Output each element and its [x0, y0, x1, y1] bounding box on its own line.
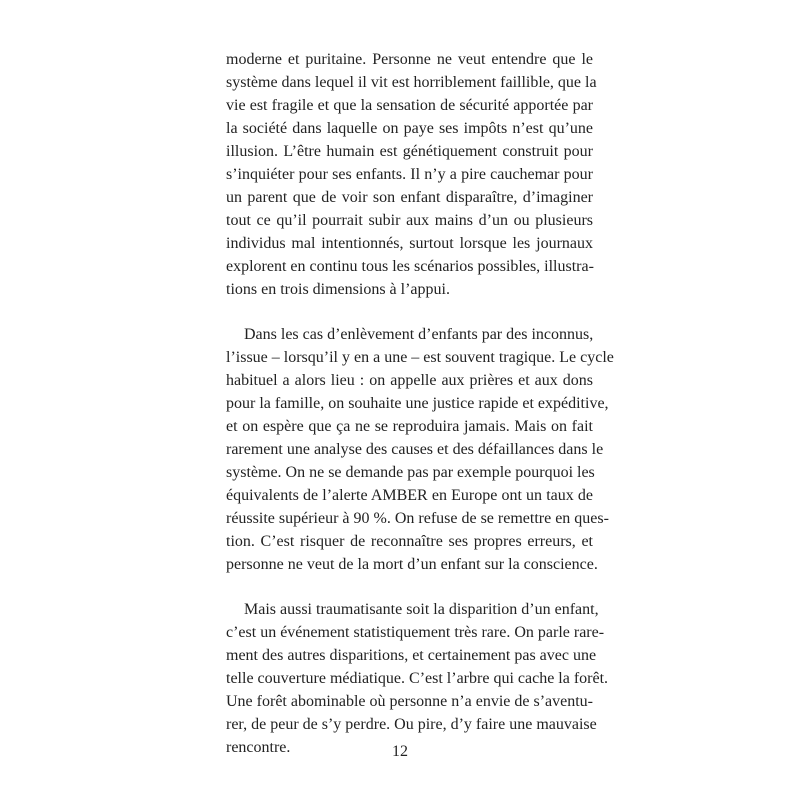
- text-line: c’est un événement statistiquement très rare. On parle rare-: [226, 624, 605, 641]
- text-line: système dans lequel il vit est horriblement faillible, que la: [226, 74, 597, 91]
- text-line: équivalents de l’alerte AMBER en Europe ont un taux de: [226, 487, 593, 504]
- text-line: un parent que de voir son enfant disparaître, d’imaginer: [226, 189, 593, 206]
- text-line: telle couverture médiatique. C’est l’arbre qui cache la forêt.: [226, 670, 609, 687]
- text-line: individus mal intentionnés, surtout lorsque les journaux: [226, 235, 593, 252]
- text-line: réussite supérieur à 90 %. On refuse de se remettre en ques-: [226, 510, 609, 527]
- text-line: rencontre.: [226, 739, 291, 756]
- text-line: Une forêt abominable où personne n’a envie de s’aventu-: [226, 693, 593, 710]
- paragraph-spacer: [226, 301, 593, 323]
- text-line: Mais aussi traumatisante soit la disparition d’un enfant,: [244, 601, 599, 618]
- text-line: tions en trois dimensions à l’appui.: [226, 281, 450, 298]
- text-line: pour la famille, on souhaite une justice rapide et expéditive,: [226, 395, 609, 412]
- paragraph-3: [226, 598, 609, 759]
- paragraph-1: [226, 48, 597, 301]
- text-line: vie est fragile et que la sensation de sécurité apportée par: [226, 97, 593, 114]
- text-line: rarement une analyse des causes et des défaillances dans le: [226, 441, 604, 458]
- text-line: explorent en continu tous les scénarios possibles, illustra-: [226, 258, 594, 275]
- text-line: rer, de peur de s’y perdre. Ou pire, d’y faire une mauvaise: [226, 716, 597, 733]
- text-line: ment des autres disparitions, et certainement pas avec une: [226, 647, 597, 664]
- text-line: et on espère que ça ne se reproduira jamais. Mais on fait: [226, 418, 593, 435]
- paragraph-spacer: [226, 576, 593, 598]
- text-line: s’inquiéter pour ses enfants. Il n’y a pire cauchemar pour: [226, 166, 593, 183]
- text-line: l’issue – lorsqu’il y en a une – est souvent tragique. Le cycle: [226, 349, 614, 366]
- text-line: habituel a alors lieu : on appelle aux prières et aux dons: [226, 372, 593, 389]
- text-line: système. On ne se demande pas par exemple pourquoi les: [226, 464, 595, 481]
- text-line: tion. C’est risquer de reconnaître ses propres erreurs, et: [226, 533, 593, 550]
- text-line: illusion. L’être humain est génétiquement construit pour: [226, 143, 593, 160]
- page-number: 12: [392, 743, 408, 760]
- text-line: la société dans laquelle on paye ses impôts n’est qu’une: [226, 120, 593, 137]
- text-line: Dans les cas d’enlèvement d’enfants par des inconnus,: [244, 326, 594, 343]
- paragraph-2: [226, 323, 614, 576]
- page-body: [226, 48, 614, 759]
- text-line: moderne et puritaine. Personne ne veut entendre que le: [226, 51, 593, 68]
- text-line: tout ce qu’il pourrait subir aux mains d’un ou plusieurs: [226, 212, 593, 229]
- text-line: personne ne veut de la mort d’un enfant sur la conscience.: [226, 556, 598, 573]
